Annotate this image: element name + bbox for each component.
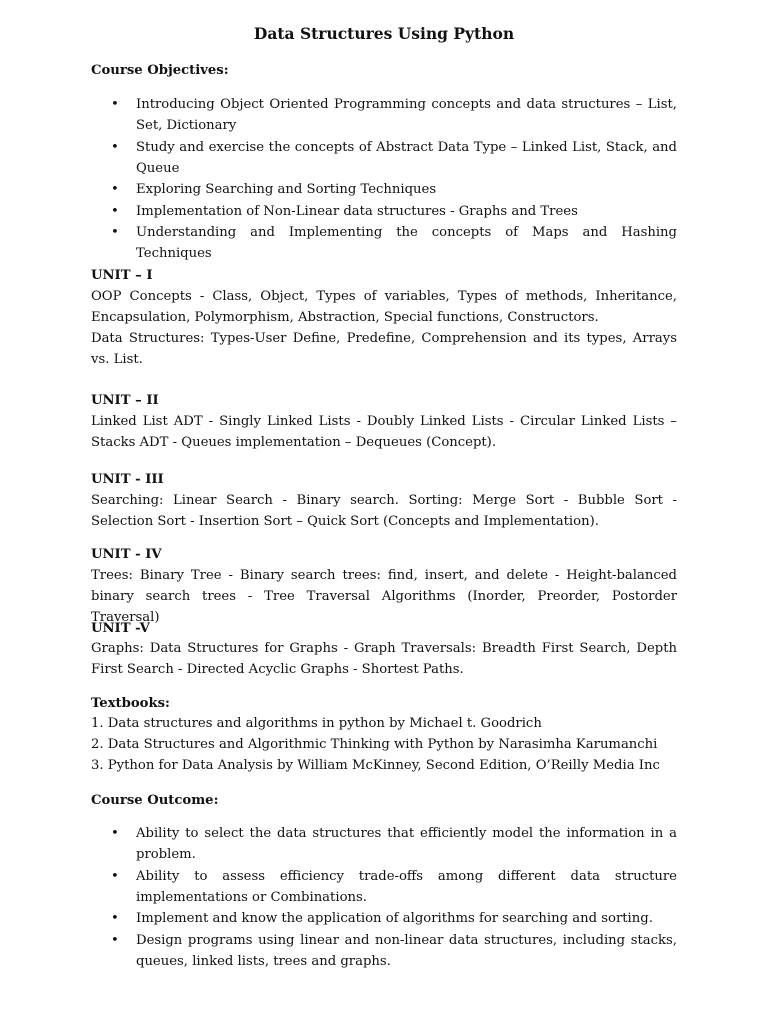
outcomes-heading: Course Outcome: [91, 793, 219, 808]
bullet-icon: • [111, 868, 119, 884]
textbook-item: 1. Data structures and algorithms in python by Michael t. Goodrich [91, 716, 542, 731]
bullet-icon: • [111, 911, 119, 927]
page-title: Data Structures Using Python [253, 24, 515, 43]
list-item: • Ability to assess efficiency trade-offs among different data structure implementations or Combinations. [91, 866, 677, 908]
bullet-icon: • [111, 182, 119, 198]
list-item: • Implementation of Non-Linear data structures - Graphs and Trees [91, 201, 677, 222]
objectives-list [91, 94, 677, 265]
bullet-icon: • [111, 225, 119, 241]
list-item: • Exploring Searching and Sorting Techniques [91, 179, 677, 200]
unit-3-heading: UNIT - III [91, 472, 164, 487]
bullet-icon: • [111, 139, 119, 155]
unit-2-heading: UNIT – II [91, 393, 159, 408]
textbooks-heading: Textbooks: [91, 696, 170, 711]
list-item: • Study and exercise the concepts of Abstract Data Type – Linked List, Stack, and Queue [91, 137, 677, 179]
unit-1-paragraph: OOP Concepts - Class, Object, Types of variables, Types of methods, Inheritance, Encapsulation, Polymorphism, Abstraction, Special functions, Constructors. [91, 289, 677, 325]
list-item: • Introducing Object Oriented Programming concepts and data structures – List, Set, Dictionary [91, 94, 677, 136]
unit-2-paragraph: Linked List ADT - Singly Linked Lists - Doubly Linked Lists - Circular Linked Lists – Stacks ADT - Queues implementation – Dequeues (Concept). [91, 414, 677, 450]
unit-4-paragraph: Trees: Binary Tree - Binary search trees: find, insert, and delete - Height-balanced binary search trees - Tree Traversal Algorithms (Inorder, Preorder, Postorder Traversal) [91, 568, 677, 625]
list-item: • Ability to select the data structures that efficiently model the information in a problem. [91, 823, 677, 865]
unit-5-paragraph: Graphs: Data Structures for Graphs - Graph Traversals: Breadth First Search, Depth First Search - Directed Acyclic Graphs - Shortest Paths. [91, 641, 677, 677]
textbook-item: 3. Python for Data Analysis by William McKinney, Second Edition, O’Reilly Media Inc [91, 758, 660, 773]
unit-1-paragraph: Data Structures: Types-User Define, Predefine, Comprehension and its types, Arrays vs. List. [91, 331, 677, 367]
list-item: • Implement and know the application of algorithms for searching and sorting. [91, 908, 677, 929]
unit-5-heading: UNIT -V [91, 621, 150, 636]
bullet-icon: • [111, 826, 119, 841]
bullet-icon: • [111, 932, 119, 948]
list-item: • Understanding and Implementing the concepts of Maps and Hashing Techniques [91, 222, 677, 264]
unit-4-heading: UNIT - IV [91, 547, 162, 562]
textbook-item: 2. Data Structures and Algorithmic Thinking with Python by Narasimha Karumanchi [91, 737, 658, 752]
objectives-heading: Course Objectives: [91, 63, 229, 78]
outcomes-list [91, 823, 677, 972]
unit-1-heading: UNIT – I [91, 268, 153, 283]
list-item: • Design programs using linear and non-linear data structures, including stacks, queues, linked lists, trees and graphs. [91, 930, 677, 972]
bullet-icon: • [111, 97, 119, 112]
unit-3-paragraph: Searching: Linear Search - Binary search. Sorting: Merge Sort - Bubble Sort - Selection Sort - Insertion Sort – Quick Sort (Concepts and Implementation). [91, 493, 677, 529]
bullet-icon: • [111, 203, 119, 219]
